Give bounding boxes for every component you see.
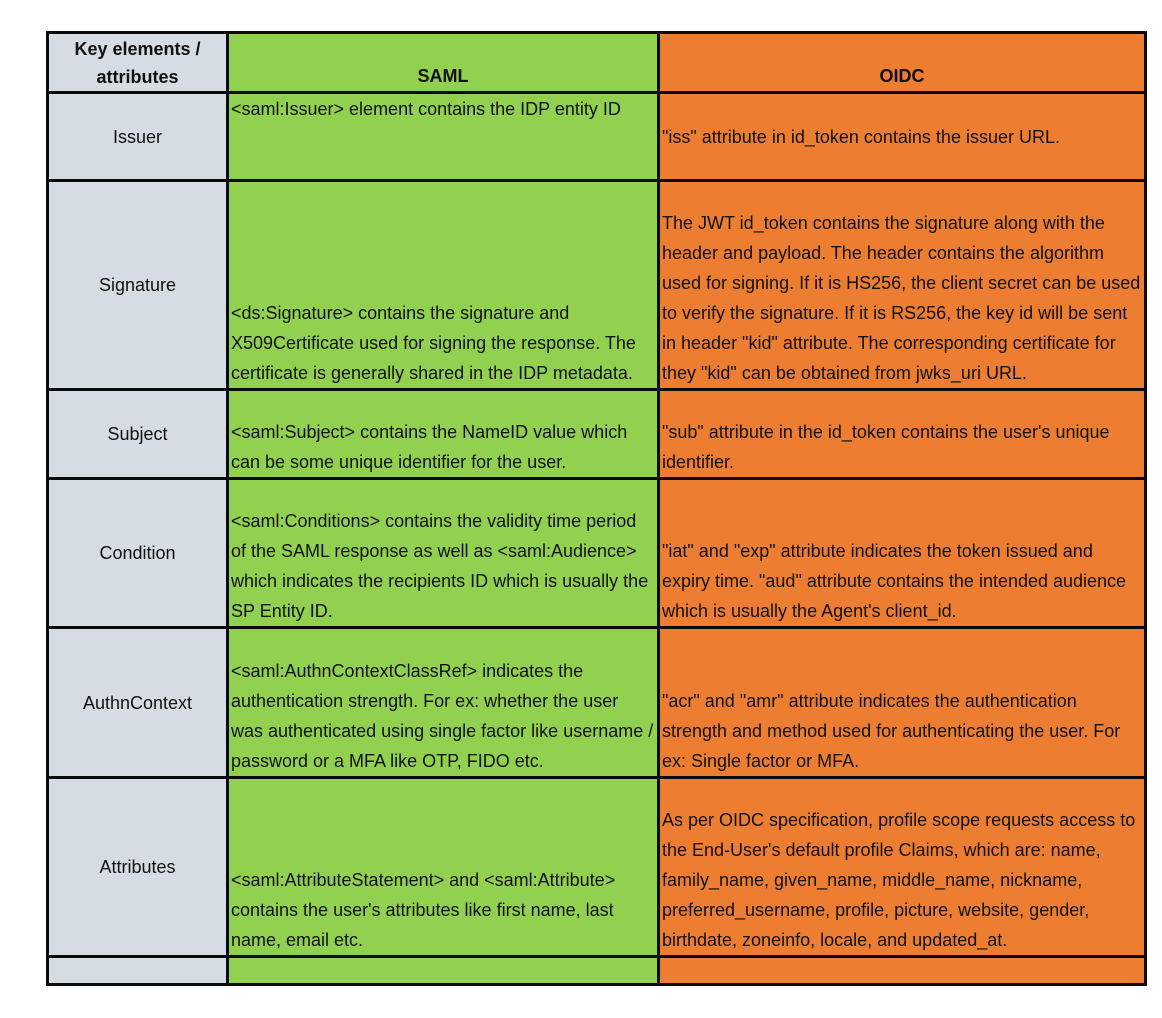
header-saml: SAML [228,33,659,93]
oidc-cell: "iat" and "exp" attribute indicates the token issued and expiry time. "aud" attribute contains the intended audience which is usually the Agent's client_id. [659,479,1146,628]
oidc-cell: "iss" attribute in id_token contains the issuer URL. [659,93,1146,181]
header-oidc: OIDC [659,33,1146,93]
saml-cell: <saml:Conditions> contains the validity time period of the SAML response as well as <saml:Audience> which indicates the recipients ID which is usually the SP Entity ID. [228,479,659,628]
row-key-cell: Subject [48,390,228,479]
saml-cell: <saml:AuthnContextClassRef> indicates the authentication strength. For ex: whether the user was authenticated using single factor like username / password or a MFA like OTP, FIDO etc. [228,628,659,778]
row-key-cell: Attributes [48,778,228,957]
row-key-cell [48,957,228,985]
oidc-cell: "acr" and "amr" attribute indicates the authentication strength and method used for authenticating the user. For ex: Single factor or MFA. [659,628,1146,778]
row-key-cell: Issuer [48,93,228,181]
oidc-cell [659,957,1146,985]
table-row-issuer [48,93,1146,181]
table-row-authncontext [48,628,1146,778]
table-row-empty [48,957,1146,985]
oidc-cell: As per OIDC specification, profile scope requests access to the End-User's default profile Claims, which are: name, family_name, given_name, middle_name, nickname, preferred_username, profile, picture, website, gender, birthdate, zoneinfo, locale, and updated_at. [659,778,1146,957]
oidc-cell: The JWT id_token contains the signature along with the header and payload. The header contains the algorithm used for signing. If it is HS256, the client secret can be used to verify the signature. If it is RS256, the key id will be sent in header "kid" attribute. The corresponding certificate for they "kid" can be obtained from jwks_uri URL. [659,181,1146,390]
saml-cell: <saml:Subject> contains the NameID value which can be some unique identifier for the user. [228,390,659,479]
row-key-cell: Signature [48,181,228,390]
oidc-cell: "sub" attribute in the id_token contains the user's unique identifier. [659,390,1146,479]
table-row-attributes [48,778,1146,957]
table-row-subject [48,390,1146,479]
row-key-cell: Condition [48,479,228,628]
saml-cell [228,957,659,985]
header-row [48,33,1146,93]
row-key-cell: AuthnContext [48,628,228,778]
saml-cell: <ds:Signature> contains the signature and X509Certificate used for signing the response. The certificate is generally shared in the IDP metadata. [228,181,659,390]
table-row-signature [48,181,1146,390]
table-row-condition [48,479,1146,628]
header-key-elements: Key elements / attributes [48,33,228,93]
saml-vs-oidc-comparison-table [46,31,1147,986]
saml-cell: <saml:AttributeStatement> and <saml:Attribute> contains the user's attributes like first name, last name, email etc. [228,778,659,957]
saml-cell: <saml:Issuer> element contains the IDP entity ID [228,93,659,181]
